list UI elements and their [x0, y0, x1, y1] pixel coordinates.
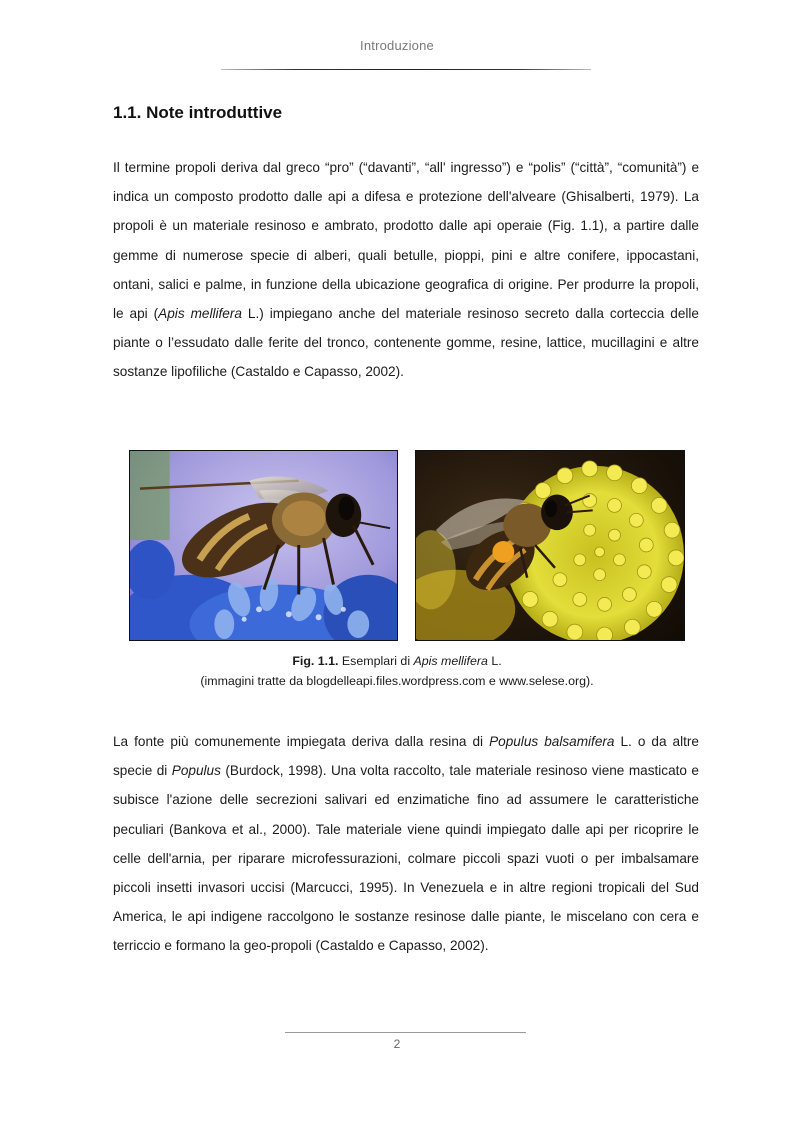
caption-source: (immagini tratte da blogdelleapi.files.wordpress.com e www.selese.org). — [200, 674, 594, 688]
figure-caption — [0, 651, 794, 691]
paragraph-1-text: Il termine propoli deriva dal greco “pro” (“davanti”, “all' ingresso”) e “polis” (“città”, “comunità”) e indica un composto prodotto dalle api a difesa e protezione dell'alveare (Ghisalberti, 1979). La propoli è un materiale resinoso e ambrato, prodotto dalle api operaie (Fig. 1.1), a partire dalle gemme di numerose specie di alberi, quali betulle, pioppi, pini e altre conifere, ippocastani, ontani, salici e palme, in funzione della ubicazione geografica di origine. Per produrre la propoli, le api ( — [113, 160, 699, 322]
figure-bee-blue-flower — [129, 450, 398, 641]
paragraph-1 — [113, 153, 699, 387]
paragraph-2-text: La fonte più comunemente impiegata deriva dalla resina di — [113, 734, 490, 749]
caption-text: Esemplari di — [338, 654, 414, 668]
species-name: Populus balsamifera — [489, 734, 615, 749]
paragraph-2-text: L. o da altre specie di — [113, 734, 699, 779]
paragraph-2 — [113, 727, 699, 961]
header-rule — [221, 69, 591, 70]
caption-line — [0, 651, 794, 671]
paragraph-1-text: L.) impiegano anche del materiale resinoso secreto dalla corteccia delle piante o l’essudato dalle ferite del tronco, contenente gomme, resine, lattice, mucillagini e altre sostanze lipofiliche (Castaldo e Capasso, 2002). — [113, 306, 699, 380]
bee-on-blue-flower-photo — [130, 451, 397, 640]
footer-rule — [285, 1032, 526, 1033]
caption-suffix: L. — [487, 654, 502, 668]
caption-label: Fig. 1.1. — [292, 654, 339, 668]
species-name: Apis mellifera — [158, 306, 242, 322]
genus-name: Populus — [171, 763, 221, 779]
paragraph-2-text: (Burdock, 1998). Una volta raccolto, tale materiale resinoso viene masticato e subisce l'azione delle secrezioni salivari ed enzimatiche fino ad assumere le caratteristiche peculiari (Bankova et al., 2000). Tale materiale viene quindi impiegato dalle api per ricoprire le celle dell'arnia, per riparare microfessurazioni, colmare piccoli spazi vuoti o per imbalsamare piccoli insetti invasori uccisi (Marcucci, 1995). In Venezuela e in altre regioni tropicali del Sud America, le api indigene raccolgono le sostanze resinose dalle piante, le miscelano con cera e terriccio e formano la geo-propoli (Castaldo e Capasso, 2002). — [113, 763, 699, 954]
figure-bee-yellow-flower — [415, 450, 685, 641]
running-header: Introduzione — [360, 38, 434, 53]
section-heading: 1.1. Note introduttive — [113, 103, 283, 122]
caption-species: Apis mellifera — [413, 654, 488, 668]
bee-on-yellow-flower-photo — [416, 451, 684, 640]
page-number: 2 — [393, 1037, 401, 1051]
